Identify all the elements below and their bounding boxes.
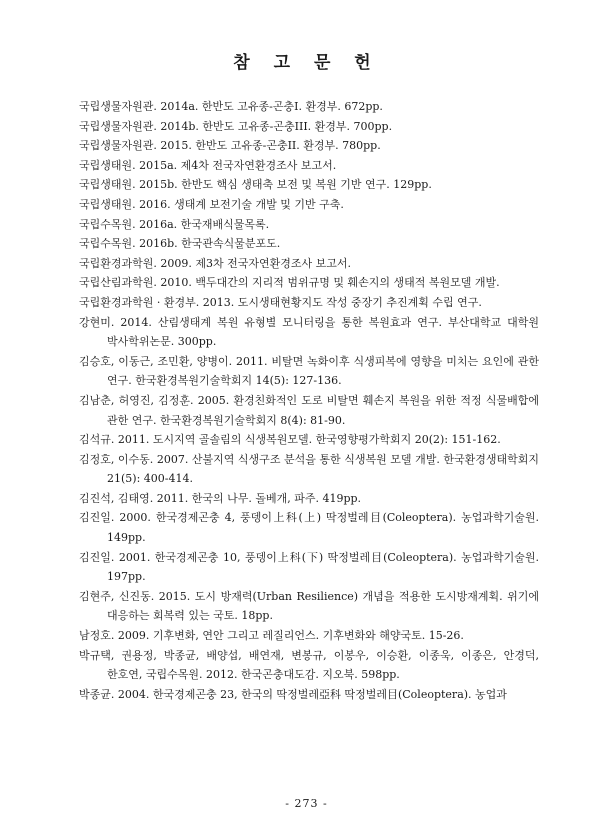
reference-entry: 박종균. 2004. 한국경제곤충 23, 한국의 딱정벌레亞科 딱정벌레目(Coleoptera). 농업과: [79, 687, 507, 701]
reference-entry: 강현미. 2014. 산림생태계 복원 유형별 모니터링을 통한 복원효과 연구. 부산대학교 대학원 박사학위논문. 300pp.: [79, 315, 539, 349]
reference-list: [79, 97, 539, 704]
reference-entry: 국립생물자원관. 2014a. 한반도 고유종-곤충I. 환경부. 672pp.: [79, 100, 383, 113]
reference-entry: 국립생물자원관. 2014b. 한반도 고유종-곤충III. 환경부. 700pp.: [79, 119, 393, 133]
reference-entry: 김승호, 이동근, 조민환, 양병이. 2011. 비탈면 녹화이후 식생피복에 영향을 미치는 요인에 관한 연구. 한국환경복원기술학회지 14(5): 127-136.: [79, 354, 539, 388]
reference-entry: 국립생태원. 2016. 생태계 보전기술 개발 및 기반 구축.: [79, 197, 344, 211]
reference-entry: 국립산림과학원. 2010. 백두대간의 지리적 범위규명 및 훼손지의 생태적 복원모델 개발.: [79, 276, 500, 290]
reference-entry: 김진일. 2001. 한국경제곤충 10, 풍뎅이上科(下) 딱정벌레目(Coleoptera). 농업과학기술원. 197pp.: [79, 550, 539, 584]
reference-entry: 국립생태원. 2015b. 한반도 핵심 생태축 보전 및 복원 기반 연구. 129pp.: [79, 178, 432, 192]
reference-entry: 김진석, 김태영. 2011. 한국의 나무. 돌베개, 파주. 419pp.: [79, 491, 362, 505]
reference-entry: 김남춘, 허영진, 김정훈. 2005. 환경친화적인 도로 비탈면 훼손지 복원을 위한 적정 식물배합에 관한 연구. 한국환경복원기술학회지 8(4): 81-90.: [79, 393, 539, 427]
page-title: 참 고 문 헌: [233, 53, 380, 73]
reference-entry: 박규택, 권용정, 박종균, 배양섭, 배연재, 변봉규, 이봉우, 이승환, 이종욱, 이종은, 안경덕, 한호연, 국립수목원. 2012. 한국곤충대도감. 지오북. 598pp.: [79, 648, 539, 682]
reference-entry: 국립환경과학원 · 환경부. 2013. 도시생태현황지도 작성 중장기 추진계획 수립 연구.: [79, 295, 482, 309]
reference-entry: 국립수목원. 2016b. 한국관속식물분포도.: [79, 237, 281, 251]
reference-entry: 국립수목원. 2016a. 한국재배식물목록.: [79, 217, 270, 231]
reference-entry: 김현주, 신진동. 2015. 도시 방재력(Urban Resilience) 개념을 적용한 도시방재계획. 위기에 대응하는 회복력 있는 국토. 18pp.: [79, 589, 539, 623]
page-number: - 273 -: [285, 797, 328, 810]
reference-entry: 국립환경과학원. 2009. 제3차 전국자연환경조사 보고서.: [79, 256, 351, 270]
reference-entry: 국립생태원. 2015a. 제4차 전국자연환경조사 보고서.: [79, 158, 337, 172]
reference-entry: 국립생물자원관. 2015. 한반도 고유종-곤충II. 환경부. 780pp.: [79, 139, 381, 153]
reference-entry: 남정호. 2009. 기후변화, 연안 그리고 레질리언스. 기후변화와 해양국토. 15-26.: [79, 629, 464, 643]
reference-entry: 김석규. 2011. 도시지역 골솔림의 식생복원모델. 한국영향평가학회지 20(2): 151-162.: [79, 433, 501, 447]
reference-entry: 김정호, 이수동. 2007. 산불지역 식생구조 분석을 통한 식생복원 모델 개발. 한국환경생태학회지 21(5): 400-414.: [79, 452, 539, 486]
reference-entry: 김진일. 2000. 한국경제곤충 4, 풍뎅이上科(上) 딱정벌레目(Coleoptera). 농업과학기술원. 149pp.: [79, 511, 539, 545]
